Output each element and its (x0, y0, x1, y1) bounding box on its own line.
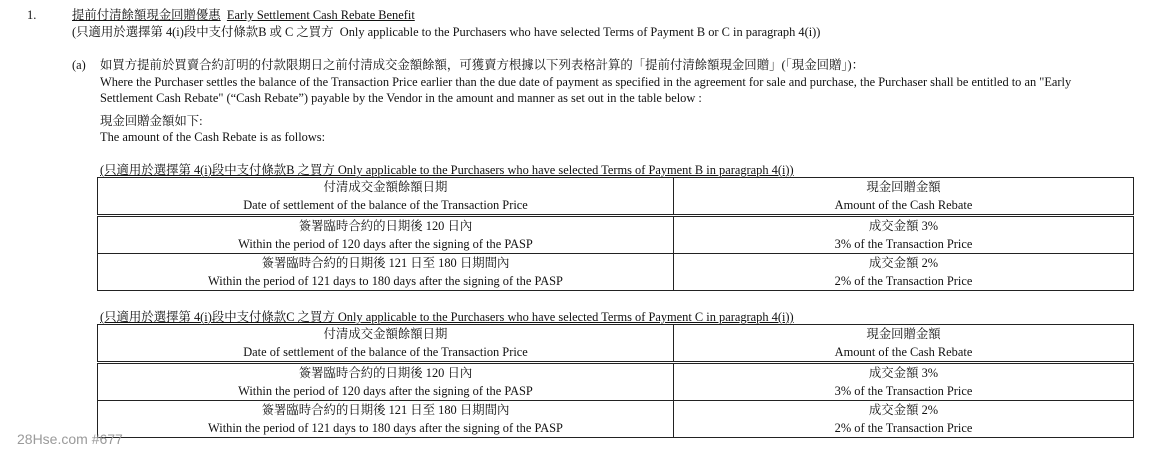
amount-heading-zh: 現金回贈金額如下: (100, 114, 203, 128)
rebate-table-c (97, 324, 1134, 438)
table-header-row (98, 325, 1134, 363)
clause-applicability-zh: (只適用於選擇第 4(i)段中支付條款B 或 C 之買方 (72, 25, 334, 39)
subclause-text-zh: 如買方提前於買賣合約訂明的付款限期日之前付清成交金額餘額，可獲賣方根據以下列表格計算的「提前付清餘額現金回贈」(「現金回贈」)： (100, 58, 865, 72)
rebate-zh: 成交金額 2% (868, 403, 939, 417)
clause-applicability (72, 25, 820, 40)
subclause-marker: (a) (72, 58, 86, 72)
clause-applicability-en: Only applicable to the Purchasers who have selected Terms of Payment B or C in paragraph 4(i)) (339, 25, 821, 39)
period-cell (98, 216, 674, 254)
table-row (98, 254, 1134, 291)
clause-title-zh: 提前付清餘額現金回贈優惠 (72, 8, 221, 22)
table-row (98, 401, 1134, 438)
period-en: Within the period of 121 days to 180 days after the signing of the PASP (208, 421, 563, 435)
rebate-cell (674, 216, 1134, 254)
table-row (98, 363, 1134, 401)
rebate-en: 2% of the Transaction Price (834, 421, 973, 435)
subclause-text-en-1: Where the Purchaser settles the balance of the Transaction Price earlier than the due date of payment as specified in the agreement for sale and purchase, the Purchaser shall be entitled to an "Early (100, 75, 1072, 89)
header-cash-rebate-zh: 現金回贈金額 (866, 327, 941, 341)
header-cash-rebate (674, 325, 1134, 363)
period-cell (98, 363, 674, 401)
period-zh: 簽署臨時合約的日期後 120 日內 (298, 219, 473, 233)
table-row (98, 216, 1134, 254)
header-cash-rebate-en: Amount of the Cash Rebate (834, 345, 973, 359)
period-zh: 簽署臨時合約的日期後 121 日至 180 日期間內 (261, 403, 510, 417)
rebate-en: 3% of the Transaction Price (834, 384, 973, 398)
amount-heading-en: The amount of the Cash Rebate is as follows: (100, 130, 326, 144)
rebate-zh: 成交金額 3% (868, 366, 939, 380)
table-header-row (98, 178, 1134, 216)
rebate-en: 2% of the Transaction Price (834, 274, 973, 288)
rebate-table-b (97, 177, 1134, 291)
header-settlement-date-zh: 付清成交金額餘額日期 (323, 327, 448, 341)
rebate-cell (674, 401, 1134, 438)
table-b-caption: (只適用於選擇第 4(i)段中支付條款B 之買方 Only applicable to the Purchasers who have selected Terms of Payment B in paragraph 4(i)) (100, 163, 794, 177)
period-zh: 簽署臨時合約的日期後 121 日至 180 日期間內 (261, 256, 510, 270)
period-cell (98, 401, 674, 438)
header-settlement-date-en: Date of settlement of the balance of the Transaction Price (243, 198, 528, 212)
header-cash-rebate-zh: 現金回贈金額 (866, 180, 941, 194)
period-en: Within the period of 121 days to 180 days after the signing of the PASP (208, 274, 563, 288)
rebate-zh: 成交金額 2% (868, 256, 939, 270)
table-c-caption: (只適用於選擇第 4(i)段中支付條款C 之買方 Only applicable to the Purchasers who have selected Terms of Payment C in paragraph 4(i)) (100, 310, 794, 324)
rebate-cell (674, 254, 1134, 291)
subclause-text-en-2: Settlement Cash Rebate" (“Cash Rebate”) payable by the Vendor in the amount and manner as set out in the table below : (100, 91, 702, 105)
period-zh: 簽署臨時合約的日期後 120 日內 (298, 366, 473, 380)
clause-number: 1. (27, 8, 37, 22)
period-en: Within the period of 120 days after the signing of the PASP (238, 237, 533, 251)
header-cash-rebate (674, 178, 1134, 216)
header-settlement-date (98, 325, 674, 363)
header-settlement-date (98, 178, 674, 216)
period-en: Within the period of 120 days after the signing of the PASP (238, 384, 533, 398)
clause-title-en: Early Settlement Cash Rebate Benefit (226, 8, 415, 22)
rebate-cell (674, 363, 1134, 401)
header-settlement-date-en: Date of settlement of the balance of the Transaction Price (243, 345, 528, 359)
header-cash-rebate-en: Amount of the Cash Rebate (834, 198, 973, 212)
period-cell (98, 254, 674, 291)
rebate-en: 3% of the Transaction Price (834, 237, 973, 251)
header-settlement-date-zh: 付清成交金額餘額日期 (323, 180, 448, 194)
rebate-zh: 成交金額 3% (868, 219, 939, 233)
clause-title (72, 8, 415, 23)
site-watermark: 28Hse.com #677 (17, 431, 123, 447)
